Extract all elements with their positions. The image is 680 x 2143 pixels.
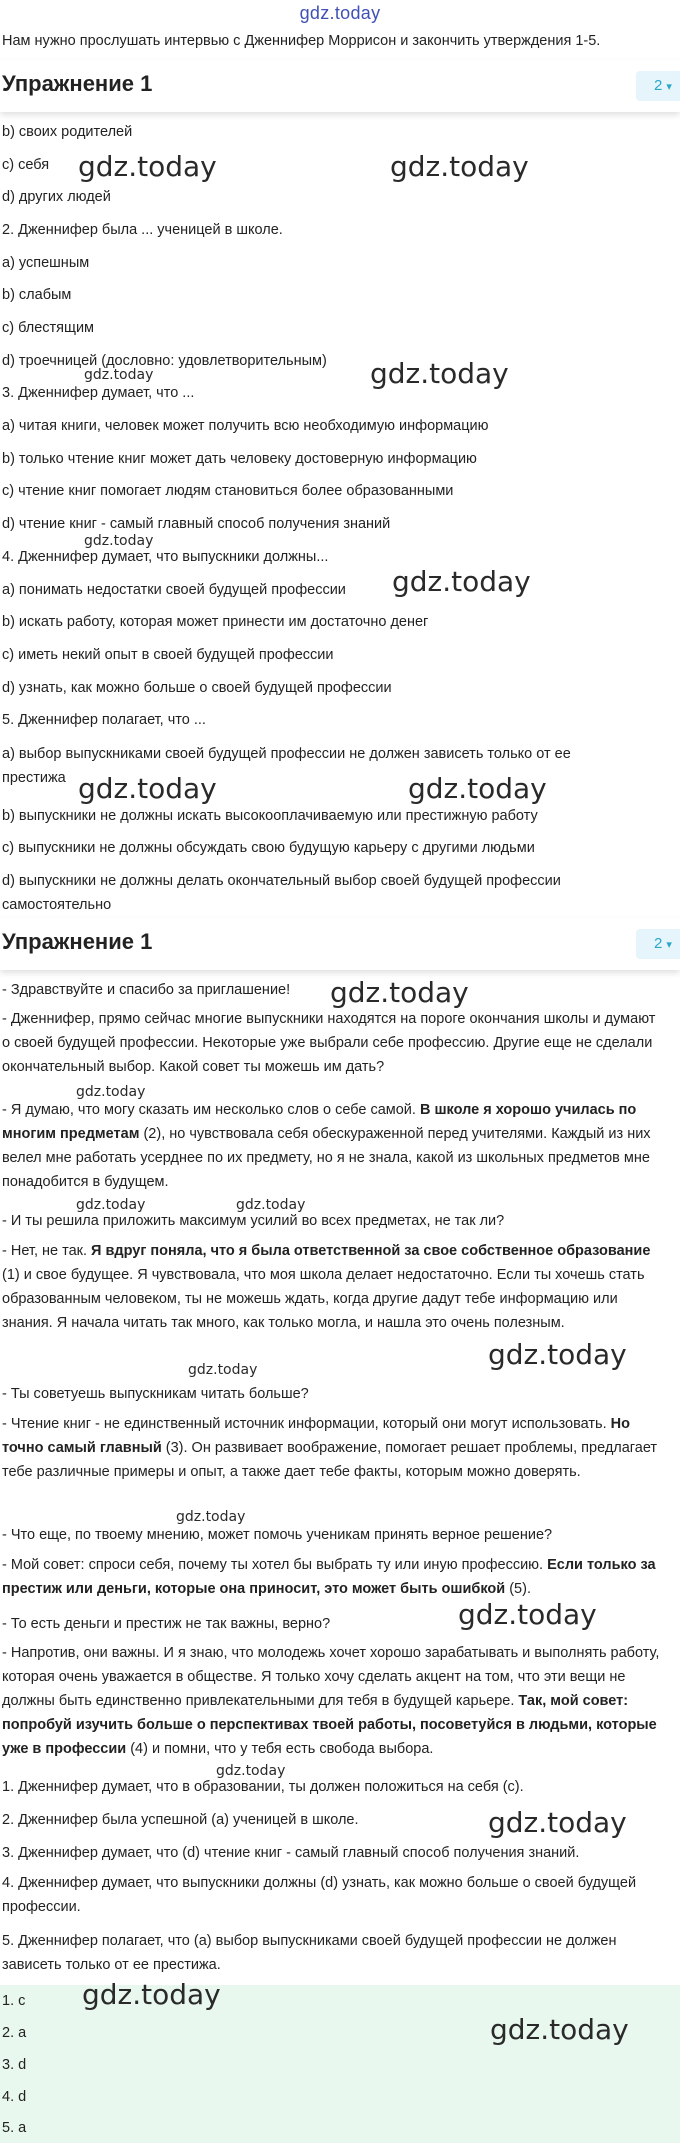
transcript-paragraph: - Напротив, они важны. И я знаю, что молодежь хочет хорошо зарабатывать и выполнять работу, которая очень уважается в обществе. Я только хочу сделать акцент на том, что эти вещи не должны быть единственно привлекательными для тебя в будущей карьере. Так, мой совет: попробуй изучить больше о перспективах твоей работы, посоветуйся в людьми, которые уже в профессии (4) и помни, что у тебя есть свобода выбора. xyxy=(2,1645,660,1757)
option-line: b) только чтение книг может дать человеку достоверную информацию xyxy=(2,451,477,467)
option-line: c) чтение книг помогает людям становиться более образованными xyxy=(2,483,454,499)
summary-line: 5. Дженнифер полагает, что (a) выбор выпускниками своей будущей профессии не должен зависеть только от ее престижа. xyxy=(2,1933,617,1973)
exercise-header-2 xyxy=(0,918,680,970)
page-number: 2 xyxy=(654,77,663,94)
option-line: a) читая книги, человек может получить всю необходимую информацию xyxy=(2,418,489,434)
answer-item: 2. a xyxy=(2,2025,27,2041)
option-line: b) слабым xyxy=(2,287,72,303)
chevron-down-icon: ▾ xyxy=(666,939,672,951)
watermark: gdz.today xyxy=(78,772,217,805)
watermark: gdz.today xyxy=(408,772,547,805)
option-line: c) блестящим xyxy=(2,320,95,336)
watermark: gdz.today xyxy=(390,150,529,183)
watermark: gdz.today xyxy=(488,1806,627,1839)
watermark: gdz.today xyxy=(488,1338,627,1371)
page-selector[interactable] xyxy=(636,929,680,959)
exercise-title: Упражнение 1 xyxy=(2,929,153,954)
summary-line: 3. Дженнифер думает, что (d) чтение книг - самый главный способ получения знаний. xyxy=(2,1845,580,1861)
option-line: c) себя xyxy=(2,157,50,173)
option-line: c) выпускники не должны обсуждать свою будущую карьеру с другими людьми xyxy=(2,840,535,856)
option-line: d) чтение книг - самый главный способ получения знаний xyxy=(2,516,391,532)
option-line: d) других людей xyxy=(2,189,111,205)
summary-line: 1. Дженнифер думает, что в образовании, ты должен положиться на себя (c). xyxy=(2,1779,524,1795)
option-line: b) выпускники не должны искать высокооплачиваемую или престижную работу xyxy=(2,808,538,824)
transcript-paragraph: - Что еще, по твоему мнению, может помочь ученикам принять верное решение? xyxy=(2,1527,553,1543)
option-line: d) троечницей (дословно: удовлетворительным) xyxy=(2,353,327,369)
transcript-paragraph: - Ты советуешь выпускникам читать больше? xyxy=(2,1386,309,1402)
option-line: a) понимать недостатки своей будущей профессии xyxy=(2,582,346,598)
transcript-paragraph: - Здравствуйте и спасибо за приглашение! xyxy=(2,982,291,998)
watermark: gdz.today xyxy=(84,367,154,383)
answer-item: 4. d xyxy=(2,2089,27,2105)
watermark: gdz.today xyxy=(76,1084,146,1100)
watermark: gdz.today xyxy=(188,1362,258,1378)
answer-item: 3. d xyxy=(2,2057,27,2073)
transcript-paragraph: - Я думаю, что могу сказать им несколько слов о себе самой. В школе я хорошо училась по многим предметам (2), но чувствовала себя обескураженной перед учителями. Каждый из них велел мне работать усерднее по их предмету, но я не знала, какой из школьных предметов мне понадобится в будущем. xyxy=(2,1102,651,1190)
exercise-title: Упражнение 1 xyxy=(2,71,153,96)
chevron-down-icon: ▾ xyxy=(666,81,672,93)
watermark: gdz.today xyxy=(84,533,154,549)
answer-item: 1. c xyxy=(2,1993,26,2009)
page-number: 2 xyxy=(654,935,663,952)
option-line: b) своих родителей xyxy=(2,124,133,140)
watermark: gdz.today xyxy=(176,1509,246,1525)
question-line: 5. Дженнифер полагает, что ... xyxy=(2,712,206,728)
question-line: 2. Дженнифер была ... ученицей в школе. xyxy=(2,222,283,238)
page-selector[interactable] xyxy=(636,71,680,101)
watermark: gdz.today xyxy=(82,1978,221,2011)
option-line: престижа xyxy=(2,770,66,786)
watermark: gdz.today xyxy=(216,1763,286,1779)
answer-item: 5. a xyxy=(2,2120,27,2136)
transcript-paragraph: - Дженнифер, прямо сейчас многие выпускники находятся на пороге окончания школы и думают о своей будущей профессии. Некоторые уже выбрали себе профессию. Другие еще не сделали окончательный выбор. Какой совет ты можешь им дать? xyxy=(2,1011,656,1075)
watermark: gdz.today xyxy=(78,150,217,183)
transcript-paragraph: - Мой совет: спроси себя, почему ты хотел бы выбрать ту или иную профессию. Если только за престиж или деньги, которые она приносит, это может быть ошибкой (5). xyxy=(2,1557,656,1597)
transcript-paragraph: - Чтение книг - не единственный источник информации, который они могут использовать. Но точно самый главный (3). Он развивает воображение, помогает решает проблемы, предлагает тебе различные примеры и опыт, а также дает тебе факты, которым можно доверять. xyxy=(2,1416,658,1480)
option-line: d) выпускники не должны делать окончательный выбор своей будущей профессии xyxy=(2,873,561,889)
watermark: gdz.today xyxy=(330,976,469,1009)
transcript-paragraph: - Нет, не так. Я вдруг поняла, что я была ответственной за свое собственное образование (1) и свое будущее. Я чувствовала, что моя школа делает недостаточно. Если ты хочешь стать образованным человеком, ты не можешь ждать, когда другие дадут тебе информацию или знания. Я начала читать так много, как только могла, и нашла это очень полезным. xyxy=(2,1243,651,1331)
question-line: 3. Дженнифер думает, что ... xyxy=(2,385,195,401)
task-intro: Нам нужно прослушать интервью с Дженнифер Моррисон и закончить утверждения 1-5. xyxy=(2,33,601,49)
summary-line: 2. Дженнифер была успешной (a) ученицей в школе. xyxy=(2,1812,359,1828)
option-line: c) иметь некий опыт в своей будущей профессии xyxy=(2,647,334,663)
option-line: a) выбор выпускниками своей будущей профессии не должен зависеть только от ее xyxy=(2,746,571,762)
watermark: gdz.today xyxy=(76,1197,146,1213)
option-line: самостоятельно xyxy=(2,897,112,913)
question-line: 4. Дженнифер думает, что выпускники должны... xyxy=(2,549,329,565)
option-line: a) успешным xyxy=(2,255,90,271)
site-logo[interactable]: gdz.today xyxy=(299,3,381,23)
option-line: d) узнать, как можно больше о своей будущей профессии xyxy=(2,680,392,696)
watermark: gdz.today xyxy=(458,1598,597,1631)
watermark: gdz.today xyxy=(236,1197,306,1213)
answers-box xyxy=(0,1985,680,2143)
summary-line: 4. Дженнифер думает, что выпускники должны (d) узнать, как можно больше о своей будущей профессии. xyxy=(2,1875,637,1915)
transcript-paragraph: - То есть деньги и престиж не так важны, верно? xyxy=(2,1616,331,1632)
watermark: gdz.today xyxy=(392,565,531,598)
watermark: gdz.today xyxy=(370,357,509,390)
exercise-header xyxy=(0,60,680,112)
option-line: b) искать работу, которая может принести им достаточно денег xyxy=(2,614,429,630)
transcript-paragraph: - И ты решила приложить максимум усилий во всех предметах, не так ли? xyxy=(2,1213,505,1229)
watermark: gdz.today xyxy=(490,2013,629,2046)
